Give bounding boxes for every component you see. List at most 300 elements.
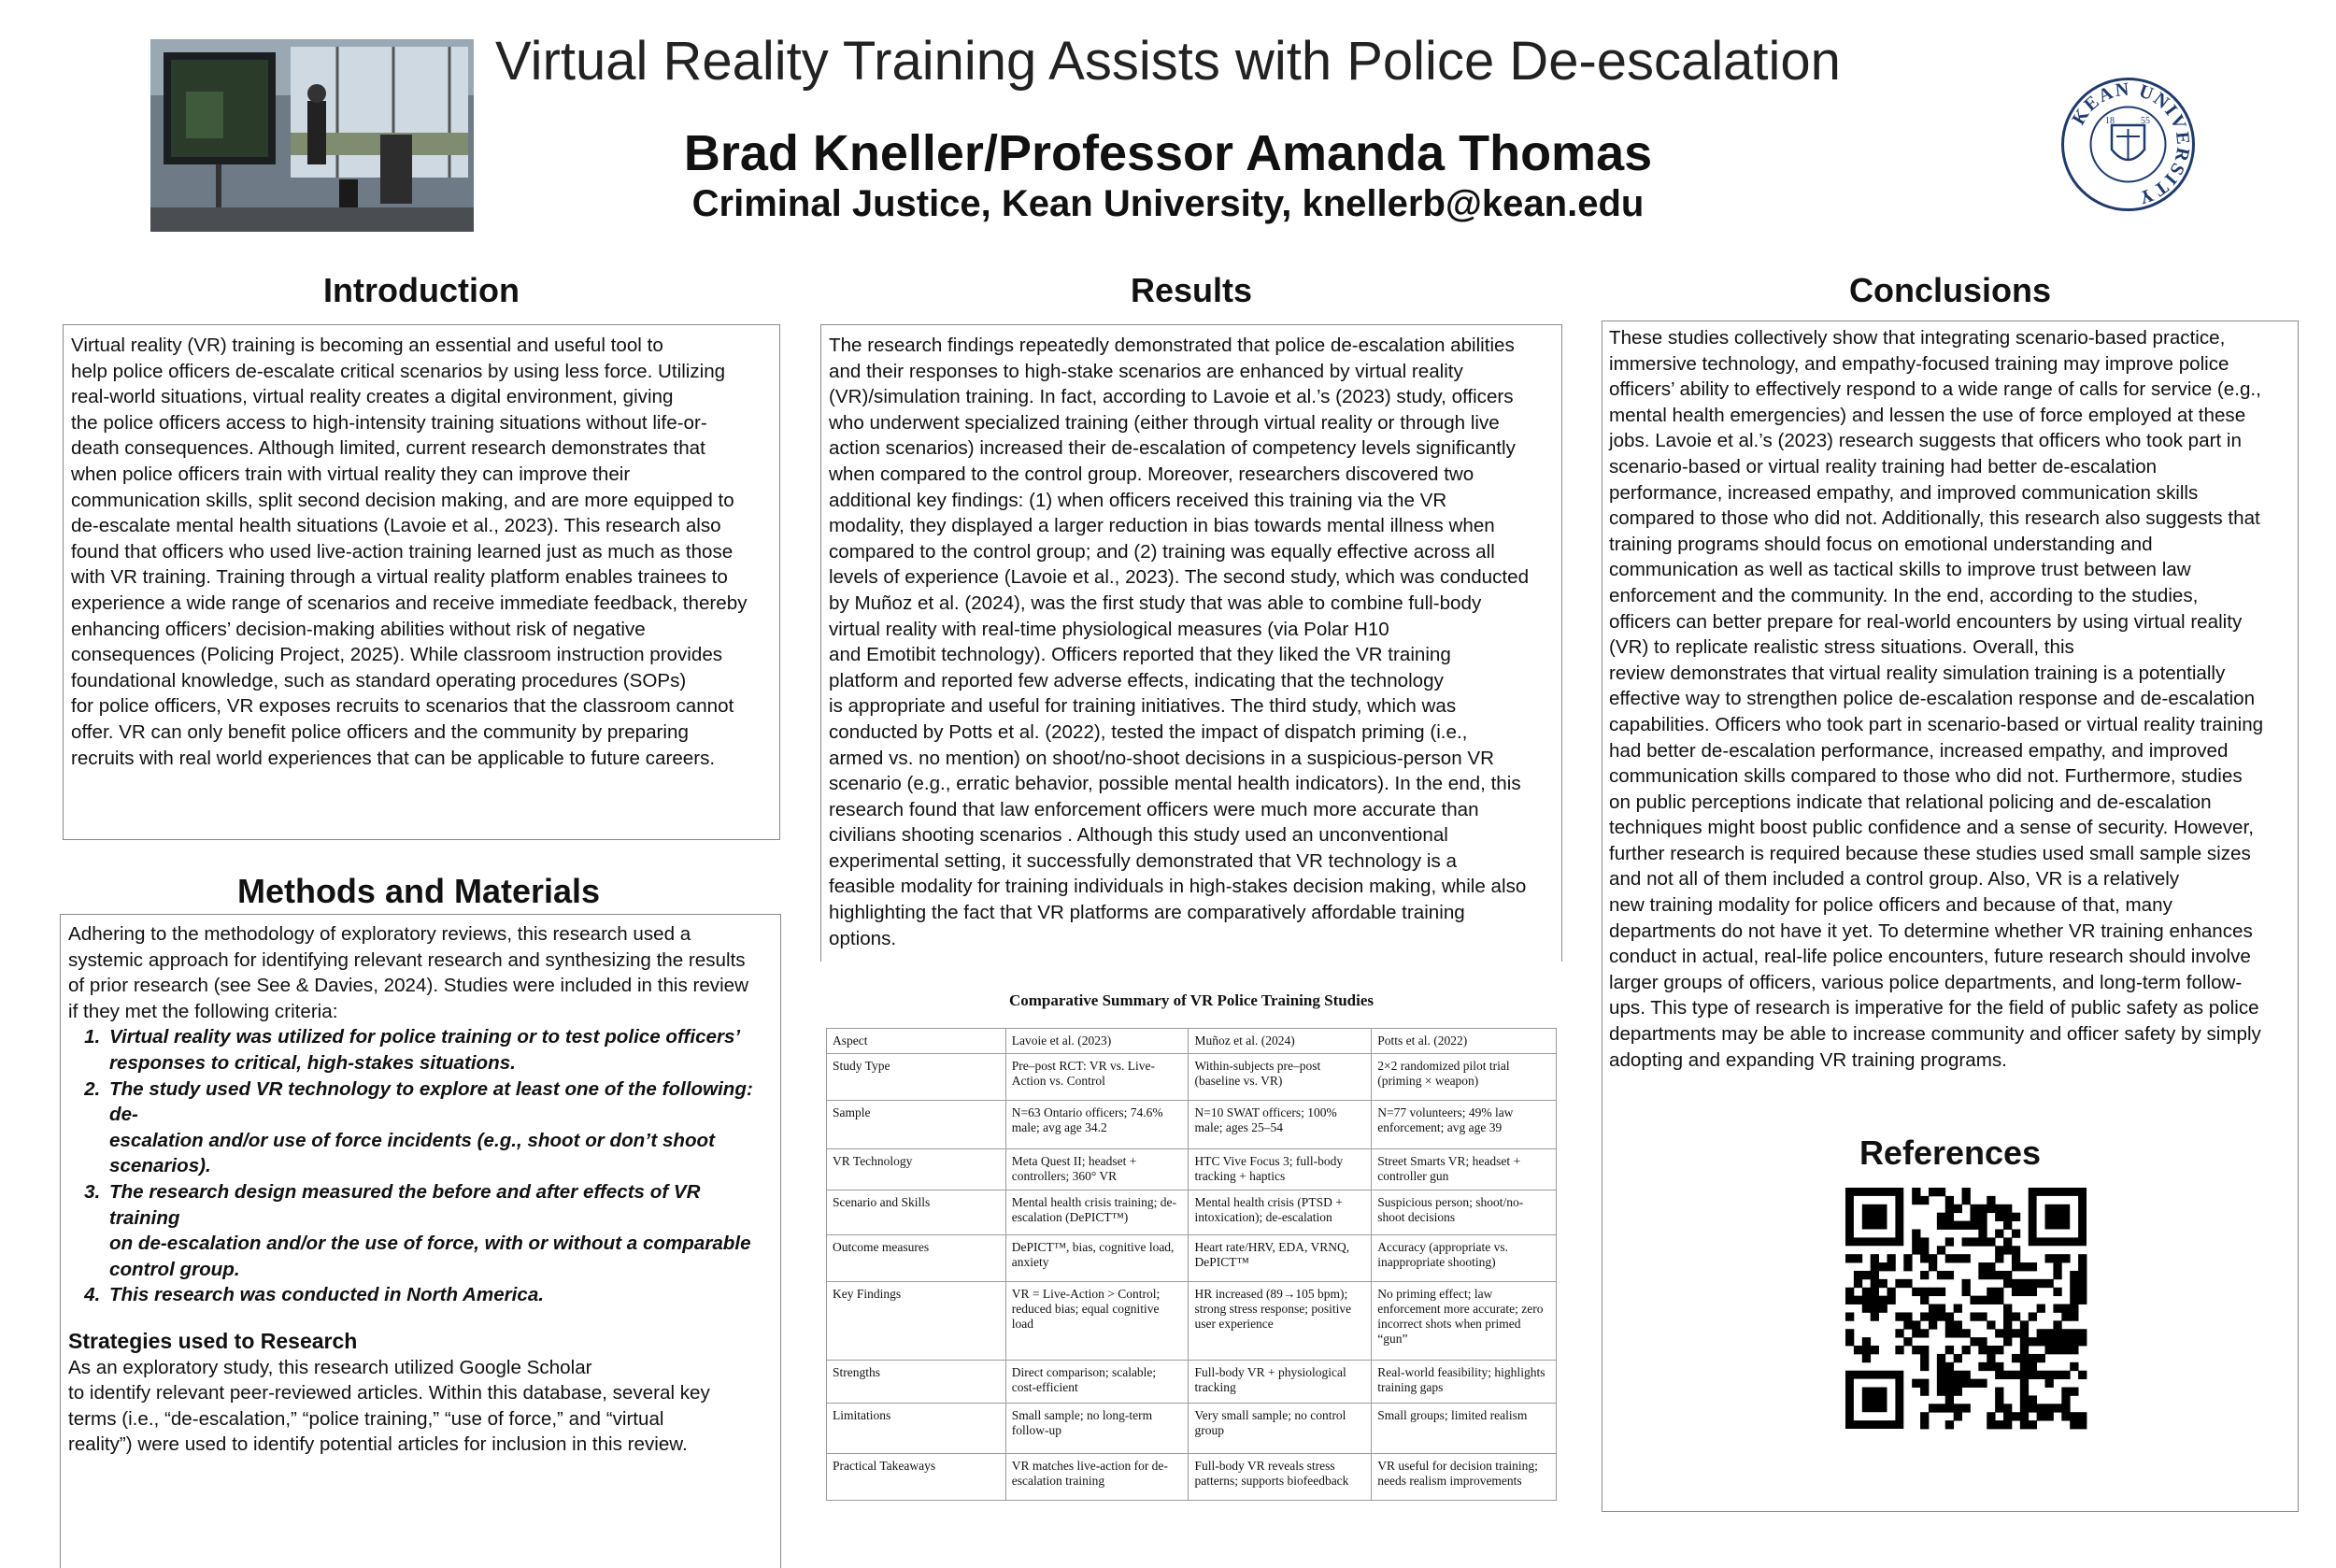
qr-module: [1954, 1320, 1962, 1329]
qr-module: [1937, 1188, 1945, 1196]
qr-module: [1978, 1379, 1987, 1388]
conclusions-line: ups. This type of research is imperative for the field of public safety as police: [1609, 997, 2259, 1019]
qr-module: [1954, 1254, 1962, 1262]
qr-module: [1879, 1304, 1887, 1313]
qr-module: [1995, 1420, 2003, 1429]
qr-module: [2037, 1337, 2045, 1346]
qr-module: [1903, 1262, 1912, 1271]
qr-module: [2012, 1329, 2020, 1337]
introduction-line: offer. VR can only benefit police officers and the community by preparing: [71, 720, 689, 743]
qr-module: [1970, 1337, 1978, 1346]
qr-module: [1995, 1404, 2003, 1412]
introduction-line: real-world situations, virtual reality creates a digital environment, giving: [71, 386, 674, 408]
table-row: [827, 1190, 1557, 1235]
qr-module: [1920, 1346, 1929, 1354]
table-cell: Real-world feasibility; highlights training gaps: [1372, 1361, 1557, 1404]
table-cell: Within-subjects pre–post (baseline vs. VR): [1189, 1054, 1372, 1101]
qr-module: [2078, 1371, 2087, 1379]
strategies-line: reality”) were used to identify potential articles for inclusion in this review.: [68, 1433, 688, 1456]
poster-affiliation: Criminal Justice, Kean University, knellerb@kean.edu: [691, 183, 1645, 224]
table-cell: Mental health crisis (PTSD + intoxication); de-escalation: [1189, 1190, 1372, 1235]
qr-module: [2045, 1254, 2054, 1262]
qr-module: [2061, 1404, 2070, 1412]
conclusions-line: departments may be able to increase community and officer safety by simply: [1609, 1023, 2261, 1046]
qr-module: [1937, 1312, 1945, 1320]
qr-module: [2070, 1296, 2078, 1304]
qr-module: [1987, 1420, 1995, 1429]
qr-module: [1920, 1379, 1929, 1388]
qr-module: [2053, 1404, 2061, 1412]
qr-module: [2029, 1362, 2037, 1371]
qr-module: [1978, 1337, 1987, 1346]
introduction-line: for police officers, VR exposes recruits to scenarios that the classroom cannot: [71, 695, 734, 718]
qr-module: [2037, 1354, 2045, 1362]
qr-module: [1929, 1254, 1937, 1262]
methods-line: Adhering to the methodology of exploratory reviews, this research used a: [68, 923, 691, 945]
conclusions-line: performance, increased empathy, and improved communication skills: [1609, 481, 2199, 504]
table-cell: Very small sample; no control group: [1189, 1404, 1372, 1454]
qr-module: [1978, 1229, 1987, 1237]
strategies-line: to identify relevant peer-reviewed articles. Within this database, several key: [68, 1382, 710, 1404]
qr-module: [1987, 1288, 1995, 1296]
qr-module: [1920, 1237, 1929, 1246]
qr-module: [2003, 1404, 2012, 1412]
qr-module: [2020, 1337, 2029, 1346]
qr-module: [1862, 1271, 1871, 1279]
table-cell: N=77 volunteers; 49% law enforcement; avg age 39: [1372, 1101, 1557, 1149]
table-cell: HTC Vive Focus 3; full-body tracking + haptics: [1189, 1149, 1372, 1190]
qr-module: [1978, 1296, 1987, 1304]
qr-module: [2078, 1288, 2087, 1296]
qr-module: [2003, 1320, 2012, 1329]
qr-module: [1887, 1262, 1895, 1271]
conclusions-line: adopting and expanding VR training programs.: [1609, 1048, 2007, 1071]
qr-module: [1845, 1288, 1854, 1296]
table-row: [827, 1361, 1557, 1404]
conclusions-line: (VR) to replicate realistic stress situations. Overall, this: [1609, 636, 2074, 659]
introduction-line: the police officers access to high-intensity training situations without life-or-: [71, 411, 707, 434]
table-cell: Meta Quest II; headset + controllers; 360° VR: [1005, 1149, 1189, 1190]
qr-module: [1912, 1320, 1920, 1329]
qr-module: [1862, 1304, 1871, 1313]
qr-module: [2061, 1346, 2070, 1354]
qr-module: [1987, 1262, 1995, 1271]
qr-module: [1962, 1254, 1971, 1262]
qr-module: [1871, 1279, 1879, 1288]
qr-module: [2045, 1346, 2054, 1354]
qr-module: [2029, 1279, 2037, 1288]
conclusions-line: officers’ ability to effectively respond to a wide range of calls for service (e.g.,: [1609, 378, 2261, 401]
qr-module: [1903, 1254, 1912, 1262]
qr-module: [1903, 1279, 1912, 1288]
qr-module: [2078, 1329, 2087, 1337]
table-cell: N=10 SWAT officers; 100% male; ages 25–54: [1189, 1101, 1372, 1149]
table-body: [827, 1054, 1557, 1501]
qr-module: [2070, 1337, 2078, 1346]
table-row-label: Limitations: [827, 1404, 1006, 1454]
qr-module: [2020, 1262, 2029, 1271]
qr-module: [1995, 1229, 2003, 1237]
qr-module: [2078, 1420, 2087, 1429]
svg-text:KEAN UNIVERSITY: KEAN UNIVERSITY: [2068, 78, 2194, 209]
qr-finder: [1862, 1205, 1887, 1230]
references-heading: References: [1859, 1133, 2042, 1172]
qr-module: [1945, 1420, 1954, 1429]
qr-module: [1954, 1379, 1962, 1388]
table-row: [827, 1235, 1557, 1282]
qr-module: [1970, 1213, 1978, 1221]
qr-module: [2012, 1354, 2020, 1362]
qr-module: [1937, 1404, 1945, 1412]
conclusions-line: had better de-escalation performance, increased empathy, and improved: [1609, 739, 2229, 762]
qr-module: [1945, 1312, 1954, 1320]
results-line: by Muñoz et al. (2024), was the first study that was able to combine full-body: [829, 592, 1482, 614]
qr-module: [2020, 1329, 2029, 1337]
qr-module: [1912, 1188, 1920, 1196]
table-cell: HR increased (89→105 bpm); strong stress response; positive user experience: [1189, 1282, 1372, 1361]
qr-module: [1912, 1246, 1920, 1254]
results-box: [820, 324, 1562, 962]
qr-module: [1978, 1237, 1987, 1246]
qr-module: [1937, 1213, 1945, 1221]
qr-module: [1887, 1296, 1895, 1304]
qr-module: [1929, 1304, 1937, 1313]
results-line: civilians shooting scenarios . Although this study used an unconventional: [829, 824, 1448, 847]
qr-module: [1945, 1213, 1954, 1221]
conclusions-line: further research is required because these studies used small sample sizes: [1609, 842, 2251, 864]
qr-module: [1929, 1188, 1937, 1196]
results-line: scenario (e.g., erratic behavior, possible mental health indicators). In the end, this: [829, 773, 1521, 795]
qr-module: [1887, 1254, 1895, 1262]
qr-module: [1970, 1296, 1978, 1304]
qr-module: [1978, 1205, 1987, 1213]
qr-module: [1987, 1346, 1995, 1354]
qr-module: [2029, 1262, 2037, 1271]
methods-intro: [68, 921, 773, 1024]
methods-line: of prior research (see See & Davies, 2024). Studies were included in this review: [68, 975, 749, 997]
table-row: [827, 1149, 1557, 1190]
table-cell: Direct comparison; scalable; cost-efficient: [1005, 1361, 1189, 1404]
qr-module: [1945, 1237, 1954, 1246]
qr-module: [1871, 1262, 1879, 1271]
table-row: [827, 1282, 1557, 1361]
qr-module: [2061, 1412, 2070, 1420]
introduction-line: foundational knowledge, such as standard operating procedures (SOPs): [71, 669, 687, 691]
qr-module: [2078, 1412, 2087, 1420]
qr-module: [1887, 1288, 1895, 1296]
table-header-row: [827, 1029, 1557, 1054]
qr-module: [1987, 1271, 1995, 1279]
table-row-label: Practical Takeaways: [827, 1454, 1006, 1501]
qr-module: [1895, 1346, 1903, 1354]
qr-module: [1871, 1254, 1879, 1262]
introduction-line: communication skills, split second decision making, and are more equipped to: [71, 489, 734, 511]
conclusions-line: larger groups of officers, various police departments, and long-term follow-: [1609, 971, 2243, 993]
qr-module: [1945, 1320, 1954, 1329]
table-row-label: Scenario and Skills: [827, 1190, 1006, 1235]
university-seal-logo: [2060, 77, 2196, 212]
table-cell: Small groups; limited realism: [1372, 1404, 1557, 1454]
table-row: [827, 1054, 1557, 1101]
table-header-cell: Aspect: [827, 1029, 1006, 1054]
qr-module: [1962, 1188, 1971, 1196]
qr-module: [2078, 1254, 2087, 1262]
qr-module: [1987, 1237, 1995, 1246]
qr-module: [1954, 1329, 1962, 1337]
qr-module: [2037, 1279, 2045, 1288]
qr-module: [2045, 1404, 2054, 1412]
qr-module: [2020, 1279, 2029, 1288]
qr-module: [1862, 1346, 1871, 1354]
qr-module: [1879, 1279, 1887, 1288]
qr-module: [1920, 1412, 1929, 1420]
qr-module: [2012, 1262, 2020, 1271]
qr-module: [1862, 1354, 1871, 1362]
qr-finder: [1862, 1388, 1887, 1413]
qr-module: [2037, 1404, 2045, 1412]
results-line: The research findings repeatedly demonstrated that police de-escalation abilities: [829, 335, 1515, 356]
conclusions-line: training programs should focus on emotional understanding and: [1609, 533, 2153, 555]
poster-authors: Brad Kneller/Professor Amanda Thomas: [683, 125, 1653, 181]
svg-text:55: 55: [2141, 116, 2150, 126]
qr-module: [1920, 1312, 1929, 1320]
qr-module: [2070, 1388, 2078, 1396]
qr-module: [1970, 1221, 1978, 1230]
qr-module: [1962, 1371, 1971, 1379]
qr-module: [2053, 1262, 2061, 1271]
kean-seal-icon: [2060, 77, 2196, 212]
qr-module: [1945, 1254, 1954, 1262]
criteria-line: escalation and/or use of force incidents (e.g., shoot or don’t shoot: [109, 1129, 715, 1151]
comparison-table-wrap: [826, 1028, 1557, 1501]
qr-module: [2078, 1279, 2087, 1288]
qr-module: [1929, 1404, 1937, 1412]
conclusions-line: on public perceptions indicate that relational policing and de-escalation: [1609, 791, 2212, 813]
qr-module: [2012, 1371, 2020, 1379]
introduction-line: Virtual reality (VR) training is becoming an essential and useful tool to: [71, 335, 663, 356]
results-line: is appropriate and useful for training initiatives. The third study, which was: [829, 695, 1457, 718]
table-cell: Full-body VR + physiological tracking: [1189, 1361, 1372, 1404]
qr-module: [2053, 1320, 2061, 1329]
qr-module: [2061, 1395, 2070, 1404]
qr-module: [1962, 1221, 1971, 1230]
qr-module: [1895, 1312, 1903, 1320]
table-cell: Pre–post RCT: VR vs. Live-Action vs. Control: [1005, 1054, 1189, 1101]
qr-module: [1987, 1196, 1995, 1205]
criteria-item: [106, 1179, 773, 1282]
qr-module: [1945, 1379, 1954, 1388]
qr-module: [2078, 1271, 2087, 1279]
results-line: and their responses to high-stake scenarios are enhanced by virtual reality: [829, 360, 1463, 382]
qr-module: [1995, 1371, 2003, 1379]
qr-module: [2070, 1304, 2078, 1313]
results-line: modality, they displayed a larger reduction in bias towards mental illness when: [829, 515, 1495, 537]
qr-module: [1903, 1320, 1912, 1329]
qr-module: [1854, 1271, 1862, 1279]
table-row-label: VR Technology: [827, 1149, 1006, 1190]
qr-module: [1920, 1296, 1929, 1304]
methods-text: [61, 915, 780, 1464]
qr-module: [2053, 1304, 2061, 1313]
qr-module: [2029, 1312, 2037, 1320]
qr-module: [1871, 1296, 1879, 1304]
qr-module: [2061, 1371, 2070, 1379]
qr-module: [1937, 1246, 1945, 1254]
qr-module: [2061, 1312, 2070, 1320]
qr-module: [2078, 1262, 2087, 1271]
qr-module: [1945, 1388, 1954, 1396]
strategies-line: terms (i.e., “de-escalation,” “police training,” “use of force,” and “virtual: [68, 1407, 664, 1430]
table-row-label: Key Findings: [827, 1282, 1006, 1361]
table-cell: Heart rate/HRV, EDA, VRNQ, DePICT™: [1189, 1235, 1372, 1282]
qr-module: [1995, 1205, 2003, 1213]
qr-module: [2070, 1329, 2078, 1337]
qr-module: [1995, 1362, 2003, 1371]
qr-module: [1987, 1205, 1995, 1213]
qr-module: [1995, 1388, 2003, 1396]
qr-module: [1945, 1346, 1954, 1354]
criteria-line: on de-escalation and/or the use of force, with or without a comparable: [109, 1233, 751, 1255]
qr-module: [2003, 1205, 2012, 1213]
results-line: armed vs. no mention) on shoot/no-shoot decisions in a suspicious-person VR: [829, 747, 1495, 769]
qr-code-icon[interactable]: [1837, 1179, 2095, 1441]
qr-module: [1920, 1288, 1929, 1296]
qr-module: [1962, 1279, 1971, 1288]
qr-module: [2020, 1346, 2029, 1354]
qr-module: [2070, 1362, 2078, 1371]
table-row: [827, 1454, 1557, 1501]
results-line: levels of experience (Lavoie et al., 2023). The second study, which was conducted: [829, 566, 1530, 589]
qr-module: [1871, 1271, 1879, 1279]
qr-module: [2020, 1412, 2029, 1420]
qr-module: [1903, 1337, 1912, 1346]
results-line: options.: [829, 927, 897, 949]
qr-module: [2003, 1412, 2012, 1420]
criteria-list: [68, 1024, 773, 1308]
qr-module: [1945, 1371, 1954, 1379]
table-row-label: Sample: [827, 1101, 1006, 1149]
qr-module: [1854, 1254, 1862, 1262]
qr-module: [1945, 1395, 1954, 1404]
qr-module: [2012, 1229, 2020, 1237]
results-line: and Emotibit technology). Officers reported that they liked the VR training: [829, 644, 1451, 666]
qr-module: [2029, 1371, 2037, 1379]
qr-module: [1945, 1196, 1954, 1205]
qr-module: [1978, 1271, 1987, 1279]
criteria-item: [106, 1024, 773, 1076]
qr-module: [1862, 1337, 1871, 1346]
qr-module: [2053, 1329, 2061, 1337]
qr-module: [1862, 1288, 1871, 1296]
qr-module: [1929, 1320, 1937, 1329]
conclusions-line: communication as well as tactical skills to improve trust between law: [1609, 559, 2191, 581]
svg-text:18: 18: [2105, 116, 2115, 126]
qr-module: [1962, 1237, 1971, 1246]
qr-module: [1995, 1246, 2003, 1254]
criteria-item: [106, 1282, 773, 1308]
qr-module: [1995, 1346, 2003, 1354]
results-line: (VR)/simulation training. In fact, according to Lavoie et al.’s (2023) study, officers: [829, 386, 1514, 408]
qr-module: [1920, 1420, 1929, 1429]
methods-heading: Methods and Materials: [236, 872, 601, 910]
conclusions-line: review demonstrates that virtual reality simulation training is a potentially: [1609, 662, 2226, 684]
qr-module: [1937, 1221, 1945, 1230]
qr-module: [2070, 1288, 2078, 1296]
table-header-cell: Muñoz et al. (2024): [1189, 1029, 1372, 1054]
qr-module: [1912, 1237, 1920, 1246]
qr-module: [1871, 1312, 1879, 1320]
references-qr-code[interactable]: [1837, 1179, 2095, 1441]
qr-module: [2029, 1354, 2037, 1362]
conclusions-line: new training modality for police officers and because of that, many: [1609, 894, 2172, 917]
conclusions-line: These studies collectively show that integrating scenario-based practice,: [1609, 327, 2226, 349]
table-cell: Street Smarts VR; headset + controller gun: [1372, 1149, 1557, 1190]
qr-module: [2020, 1371, 2029, 1379]
results-line: compared to the control group; and (2) training was equally effective across all: [829, 540, 1495, 563]
methods-box: [60, 914, 781, 1568]
qr-module: [1987, 1362, 1995, 1371]
results-line: feasible modality for training individuals in high-stakes decision making, while also: [829, 876, 1527, 898]
qr-module: [1920, 1254, 1929, 1262]
qr-module: [1920, 1388, 1929, 1396]
introduction-line: help police officers de-escalate critical scenarios by using less force. Utilizing: [71, 360, 726, 382]
introduction-box: [63, 324, 780, 840]
table-cell: VR matches live-action for de-escalation training: [1005, 1454, 1189, 1501]
qr-module: [1962, 1379, 1971, 1388]
qr-module: [2053, 1337, 2061, 1346]
qr-module: [1845, 1337, 1854, 1346]
qr-module: [1962, 1404, 1971, 1412]
qr-module: [2012, 1288, 2020, 1296]
table-cell: VR = Live-Action > Control; reduced bias; equal cognitive load: [1005, 1282, 1189, 1361]
qr-module: [2061, 1388, 2070, 1396]
qr-module: [1871, 1288, 1879, 1296]
table-row-label: Study Type: [827, 1054, 1006, 1101]
qr-module: [2061, 1337, 2070, 1346]
qr-module: [1945, 1329, 1954, 1337]
qr-module: [1970, 1312, 1978, 1320]
results-line: highlighting the fact that VR platforms are comparatively affordable training: [829, 902, 1465, 924]
qr-module: [1920, 1196, 1929, 1205]
table-cell: Small sample; no long-term follow-up: [1005, 1404, 1189, 1454]
qr-module: [1879, 1262, 1887, 1271]
qr-module: [1978, 1346, 1987, 1354]
qr-module: [2061, 1329, 2070, 1337]
qr-module: [1945, 1221, 1954, 1230]
qr-module: [2053, 1288, 2061, 1296]
conclusions-line: compared to those who did not. Additionally, this research also suggests that: [1609, 507, 2260, 530]
table-cell: VR useful for decision training; needs realism improvements: [1372, 1454, 1557, 1501]
qr-module: [2061, 1304, 2070, 1313]
conclusions-heading: Conclusions: [1848, 271, 2052, 309]
results-line: research found that law enforcement officers were much more accurate than: [829, 798, 1479, 820]
qr-module: [1945, 1362, 1954, 1371]
introduction-line: with VR training. Training through a virtual reality platform enables trainees to: [71, 566, 728, 589]
qr-module: [2078, 1296, 2087, 1304]
conclusions-line: conduct in actual, real-life police encounters, future research should involve: [1609, 946, 2251, 968]
conclusions-line: scenario-based or virtual reality training had better de-escalation: [1609, 455, 2158, 478]
qr-module: [1987, 1412, 1995, 1420]
qr-module: [1895, 1279, 1903, 1288]
results-line: experimental setting, it successfully demonstrated that VR technology is a: [829, 849, 1457, 872]
qr-module: [2037, 1371, 2045, 1379]
qr-module: [1937, 1371, 1945, 1379]
qr-module: [2003, 1279, 2012, 1288]
results-line: virtual reality with real-time physiological measures (via Polar H10: [829, 618, 1389, 640]
conclusions-text: [1602, 321, 2298, 1076]
qr-module: [1871, 1304, 1879, 1313]
qr-module: [1845, 1254, 1854, 1262]
